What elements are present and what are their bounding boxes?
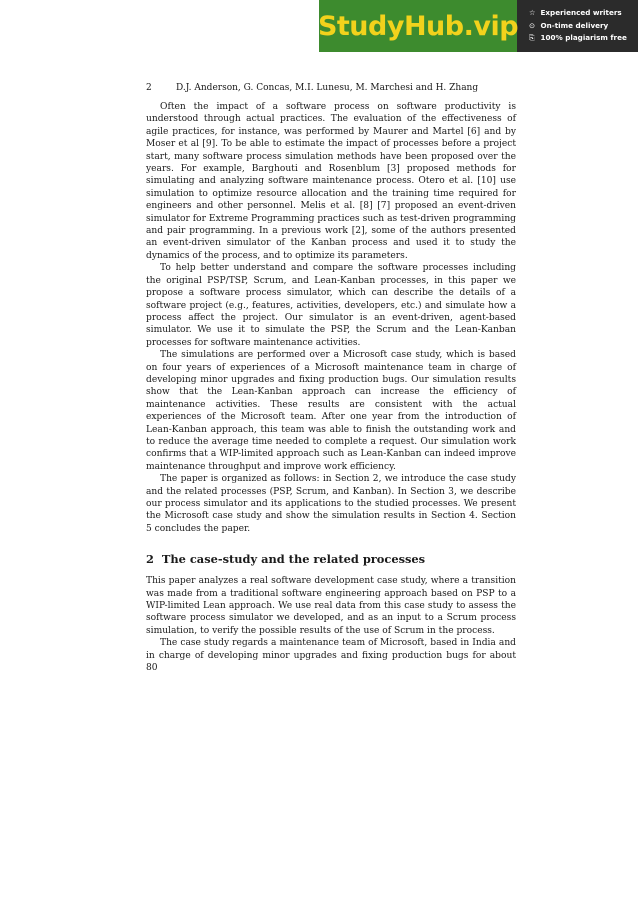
author-list: D.J. Anderson, G. Concas, M.I. Lunesu, M. Marchesi and H. Zhang — [176, 83, 479, 93]
paragraph: The case study regards a maintenance team of Microsoft, based in India and in charge of developing minor upgrades and fixing production bugs for about 80 — [146, 638, 516, 674]
section-number: 2 — [146, 552, 154, 567]
paragraph: The simulations are performed over a Microsoft case study, which is based on four years of experiences of a Microsoft maintenance team in charge of developing minor upgrades and fixing production bugs. Our simulation results show that the Lean-Kanban approach can increase the efficiency of maintenance activities. These results are consistent with the actual experiences of the Microsoft team. After one year from the introduction of Lean-Kanban approach, this team was able to finish the outstanding work and to reduce the average time needed to complete a request. Our simulation work confirms that a WIP-limited approach such as Lean-Kanban can indeed improve maintenance throughput and improve work efficiency. — [146, 350, 516, 472]
clock-icon: ⊙ — [529, 20, 536, 30]
paragraph: The paper is organized as follows: in Section 2, we introduce the case study and the related processes (PSP, Scrum, and Kanban). In Section 3, we describe our process simulator and its applications to the studied processes. We present the Microsoft case study and show the simulation results in Section 4. Section 5 concludes the paper. — [146, 474, 516, 534]
page-number: 2 — [146, 83, 152, 93]
star-icon: ☆ — [529, 8, 536, 17]
copy-icon: ⎘ — [529, 33, 535, 42]
running-header — [146, 82, 506, 94]
logo-text: StudyHub.vip — [317, 10, 519, 42]
ad-banner[interactable] — [319, 0, 638, 52]
paragraph: This paper analyzes a real software development case study, where a transition was made from a traditional software engineering approach based on PSP to a WIP-limited Lean approach. We use real data from this case study to assess the software process simulator we developed, and as an input to a Scrum process simulation, to verify the possible results of the use of Scrum in the process. — [146, 576, 516, 636]
feature-label: Experienced writers — [540, 8, 622, 17]
article-body — [146, 101, 516, 674]
feature-list — [529, 7, 638, 45]
feature-label: 100% plagiarism free — [540, 33, 627, 42]
studyhub-logo[interactable] — [319, 0, 517, 52]
feature-item — [529, 32, 638, 45]
feature-item — [529, 20, 638, 33]
section-heading — [146, 552, 516, 566]
feature-label: On-time delivery — [540, 20, 609, 30]
paragraph: Often the impact of a software process on software productivity is understood through actual practices. The evaluation of the effectiveness of agile practices, for instance, was performed by Maurer and Martel [6] and by Moser et al [9]. To be able to estimate the impact of processes before a project start, many software process simulation methods have been proposed over the years. For example, Barghouti and Rosenblum [3] proposed methods for simulating and analyzing software maintenance process. Otero et al. [10] use simulation to optimize resource allocation and the training time required for engineers and other personnel. Melis et al. [8] [7] proposed an event-driven simulator for Extreme Programming practices such as test-driven programming and pair programming. In a previous work [2], some of the authors presented an event-driven simulator of the Kanban process and used it to study the dynamics of the process, and to optimize its parameters. — [146, 102, 516, 261]
section-title: The case-study and the related processes — [161, 552, 426, 567]
paragraph: To help better understand and compare the software processes including the original PSP/TSP, Scrum, and Lean-Kanban processes, in this paper we propose a software process simulator, which can describe the details of a software project (e.g., features, activities, developers, etc.) and simulate how a process affect the project. Our simulator is an event-driven, agent-based simulator. We use it to simulate the PSP, the Scrum and the Lean-Kanban processes for software maintenance activities. — [146, 263, 516, 348]
feature-item — [529, 7, 638, 20]
